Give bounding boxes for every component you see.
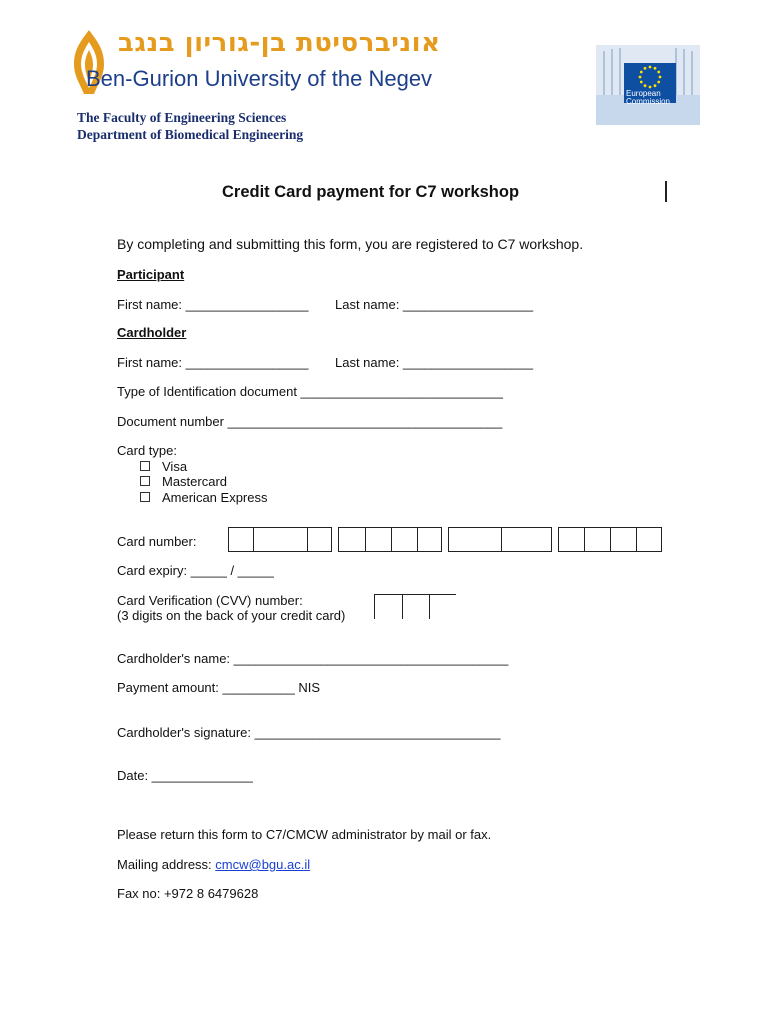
- digit-cell[interactable]: [585, 528, 611, 551]
- cvv-box-top-rule: [374, 594, 456, 595]
- cardholder-last-name-field[interactable]: Last name: __________________: [335, 355, 534, 370]
- cardholder-name-field[interactable]: Cardholder's name: ______________________________________: [117, 651, 509, 666]
- digit-cell[interactable]: [502, 528, 551, 551]
- document-number-field[interactable]: Document number ______________________________________: [117, 414, 503, 429]
- digit-cell[interactable]: [611, 528, 637, 551]
- return-instructions: Please return this form to C7/CMCW administrator by mail or fax.: [117, 827, 492, 842]
- mailing-address-label: Mailing address:: [117, 857, 216, 872]
- ec-label-line2: Commission: [626, 97, 671, 106]
- date-field[interactable]: Date: ______________: [117, 768, 253, 783]
- mailing-email-link[interactable]: cmcw@bgu.ac.il: [215, 857, 311, 872]
- faculty-block: [77, 109, 303, 143]
- participant-last-name-field[interactable]: Last name: __________________: [335, 297, 534, 312]
- digit-cell[interactable]: [559, 528, 585, 551]
- digit-cell[interactable]: [339, 528, 366, 551]
- amex-label: American Express: [162, 490, 268, 505]
- cardholder-heading: Cardholder: [117, 325, 187, 340]
- university-hebrew-name: אוניברסיטת בן-גוריון בנגב: [118, 28, 441, 58]
- cvv-hint: (3 digits on the back of your credit card): [117, 608, 346, 623]
- text-cursor: [665, 181, 667, 202]
- fax-number: Fax no: +972 8 6479628: [117, 886, 259, 901]
- digit-cell[interactable]: [418, 528, 441, 551]
- participant-heading: Participant: [117, 267, 185, 282]
- mailing-address: [117, 857, 310, 872]
- digit-cell[interactable]: [254, 528, 308, 551]
- card-number-group-4[interactable]: [558, 527, 662, 552]
- department-name: Department of Biomedical Engineering: [77, 127, 304, 142]
- form-title: Credit Card payment for C7 workshop: [222, 183, 520, 201]
- digit-cell[interactable]: [392, 528, 418, 551]
- cvv-label: Card Verification (CVV) number:: [117, 593, 303, 608]
- cvv-divider: [402, 594, 403, 619]
- cardholder-first-name-field[interactable]: First name: _________________: [117, 355, 309, 370]
- signature-field[interactable]: Cardholder's signature: __________________________________: [117, 725, 501, 740]
- cvv-divider: [429, 594, 430, 619]
- payment-amount-field[interactable]: Payment amount: __________ NIS: [117, 680, 321, 695]
- card-type-label: Card type:: [117, 443, 177, 458]
- visa-checkbox[interactable]: [140, 461, 150, 471]
- card-expiry-field[interactable]: Card expiry: _____ / _____: [117, 563, 274, 578]
- mastercard-label: Mastercard: [162, 474, 228, 489]
- university-english-name: Ben-Gurion University of the Negev: [86, 66, 433, 91]
- bgu-logo: [66, 28, 441, 100]
- card-type-amex[interactable]: [140, 490, 267, 505]
- card-type-mastercard[interactable]: [140, 474, 227, 489]
- digit-cell[interactable]: [308, 528, 331, 551]
- card-number-group-2[interactable]: [338, 527, 442, 552]
- participant-first-name-field[interactable]: First name: _________________: [117, 297, 309, 312]
- card-number-group-3[interactable]: [448, 527, 552, 552]
- cvv-divider: [374, 594, 375, 619]
- faculty-name: The Faculty of Engineering Sciences: [77, 110, 287, 125]
- digit-cell[interactable]: [366, 528, 392, 551]
- digit-cell[interactable]: [229, 528, 254, 551]
- card-number-label: Card number:: [117, 534, 197, 549]
- ec-building-icon: [596, 45, 700, 125]
- digit-cell[interactable]: [637, 528, 661, 551]
- amex-checkbox[interactable]: [140, 492, 150, 502]
- id-document-type-field[interactable]: Type of Identification document ____________________________: [117, 384, 503, 399]
- ec-label-line1: European: [626, 89, 661, 98]
- card-number-group-1[interactable]: [228, 527, 332, 552]
- intro-text: By completing and submitting this form, you are registered to C7 workshop.: [117, 236, 584, 252]
- visa-label: Visa: [162, 459, 188, 474]
- digit-cell[interactable]: [449, 528, 502, 551]
- card-type-visa[interactable]: [140, 459, 187, 474]
- mastercard-checkbox[interactable]: [140, 476, 150, 486]
- european-commission-logo: [596, 45, 700, 125]
